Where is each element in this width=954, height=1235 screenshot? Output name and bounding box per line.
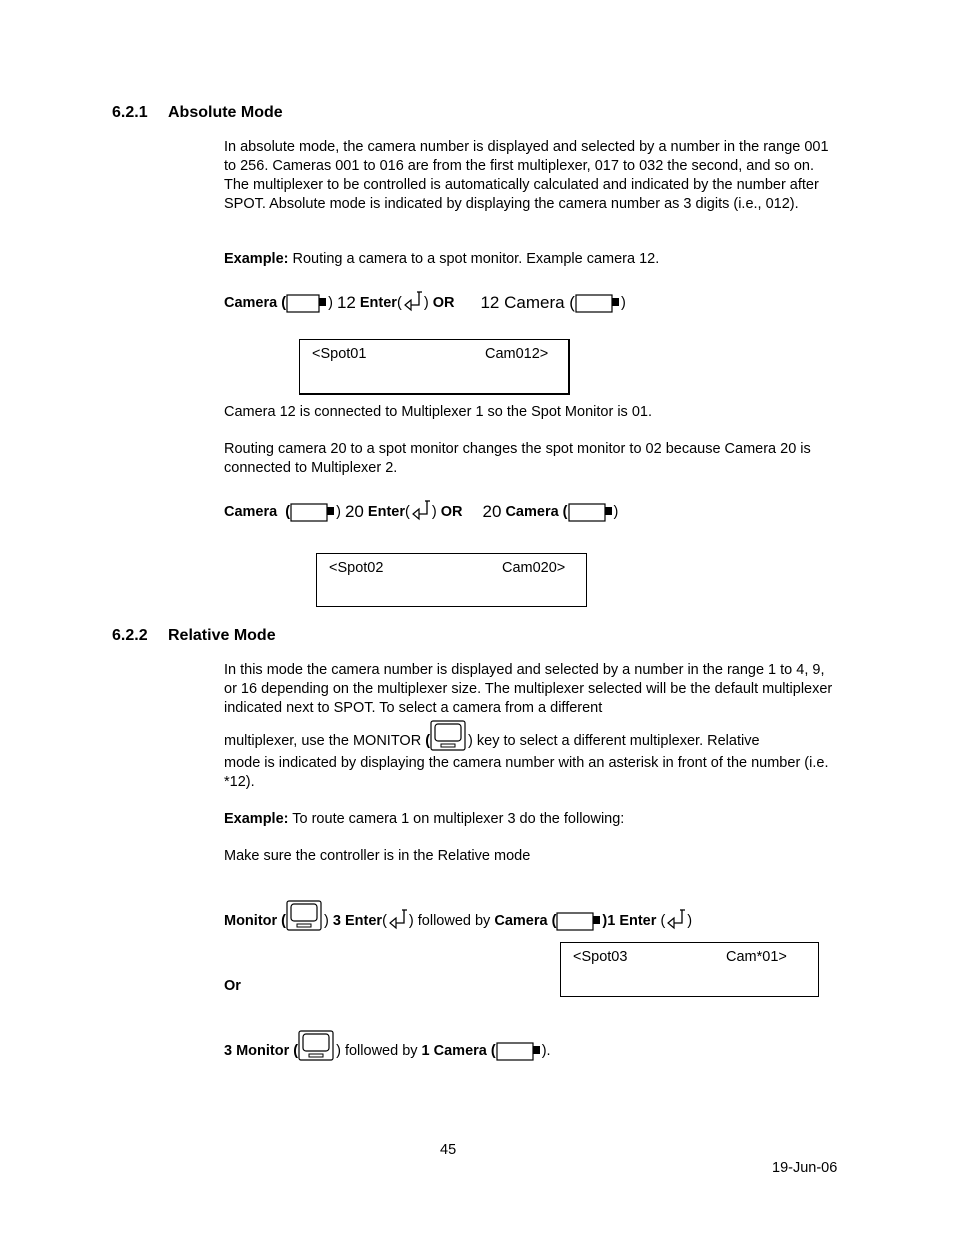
alt-12-camera: 12 Camera (	[480, 293, 575, 312]
alt-number-20: 20	[482, 502, 502, 521]
number-12: 12	[336, 293, 356, 312]
text: ) key to select a different multiplexer. Relative	[468, 733, 760, 749]
one-enter-label: )1 Enter	[602, 913, 657, 929]
key-sequence-4	[224, 1030, 551, 1062]
key-sequence-1	[224, 290, 626, 314]
paren-open: (	[396, 295, 402, 311]
lcd-left-text: <Spot01	[312, 346, 367, 362]
section-title: Relative Mode	[168, 627, 276, 644]
three-enter-label: 3 Enter	[332, 913, 383, 929]
paren-close: ).	[541, 1043, 551, 1059]
camera12-paragraph: Camera 12 is connected to Multiplexer 1 so the Spot Monitor is 01.	[224, 404, 652, 420]
monitor-key-icon	[430, 720, 468, 752]
camera-key-icon	[290, 503, 336, 523]
relative-mode-paragraph-c: mode is indicated by displaying the camera number with an asterisk in front of the number (i.e. *12).	[224, 755, 829, 790]
camera-key-icon	[575, 294, 621, 314]
example-label: Example:	[224, 251, 289, 267]
section-title: Absolute Mode	[168, 104, 283, 121]
enter-key-label: Enter	[367, 504, 405, 520]
camera-key-label: Camera (	[494, 913, 557, 929]
paren-close: )	[324, 913, 329, 929]
section-number: 6.2.1	[112, 104, 148, 121]
paren-close: )	[687, 913, 693, 929]
key-sequence-2	[224, 499, 618, 523]
paren-close: )	[613, 504, 619, 520]
lcd-left-text: <Spot03	[573, 949, 628, 965]
enter-key-icon	[410, 499, 432, 523]
enter-key-icon	[402, 290, 424, 314]
text: multiplexer, use the MONITOR	[224, 733, 426, 749]
lcd-display-1	[299, 339, 570, 395]
or-label: OR	[432, 295, 455, 311]
section-number: 6.2.2	[112, 627, 148, 644]
or-label: Or	[224, 978, 241, 994]
camera-key-icon	[568, 503, 614, 523]
monitor-key-label: Monitor (	[224, 913, 287, 929]
paren-close: )	[328, 295, 333, 311]
paren-open: (	[405, 504, 410, 520]
lcd-left-text: <Spot02	[329, 560, 384, 576]
paren-open: (	[382, 913, 387, 929]
example-text: Routing a camera to a spot monitor. Example camera 12.	[292, 251, 660, 267]
enter-key-icon	[387, 908, 409, 932]
camera20-paragraph: Routing camera 20 to a spot monitor changes the spot monitor to 02 because Camera 20 is connected to Multiplexer 2.	[224, 441, 811, 476]
one-camera-label: 1 Camera (	[421, 1043, 496, 1059]
followed-by-text: ) followed by	[336, 1043, 418, 1059]
or-label: OR	[440, 504, 463, 520]
lcd-right-text: Cam*01>	[726, 949, 787, 965]
enter-key-label: Enter	[359, 295, 397, 311]
three-monitor-label: 3 Monitor (	[224, 1043, 299, 1059]
number-20: 20	[344, 502, 364, 521]
relative-mode-instruction: Make sure the controller is in the Relative mode	[224, 848, 531, 864]
page-number: 45	[440, 1142, 457, 1158]
camera-key-label: Camera (	[505, 504, 568, 520]
paren-close: )	[423, 295, 429, 311]
monitor-key-icon	[298, 1030, 336, 1062]
lcd-display-3	[560, 942, 819, 997]
monitor-key-icon	[286, 900, 324, 932]
camera-key-label: Camera (	[224, 504, 291, 520]
paren-open: (	[660, 913, 666, 929]
example-2	[224, 810, 834, 829]
paren-open: (	[425, 733, 431, 749]
paren-close: )	[431, 504, 437, 520]
lcd-right-text: Cam020>	[502, 560, 566, 576]
followed-by-text: ) followed by	[408, 913, 491, 929]
key-sequence-3	[224, 900, 692, 932]
camera-key-icon	[496, 1042, 542, 1062]
paren-close: )	[620, 295, 626, 311]
paren-close: )	[336, 504, 341, 520]
example-label: Example:	[224, 811, 289, 827]
example-text: To route camera 1 on multiplexer 3 do the following:	[292, 811, 625, 827]
example-1	[224, 250, 834, 269]
lcd-display-2	[316, 553, 587, 607]
footer-date: 19-Jun-06	[772, 1160, 838, 1176]
absolute-mode-paragraph: In absolute mode, the camera number is displayed and selected by a number in the range 001 to 256. Cameras 001 to 016 are from the first multiplexer, 017 to 032 the second, and so on. The multiplexer to be controlled is automatically calculated and indicated by the number after SPOT. Absolute mode is indicated by displaying the camera number as 3 digits (i.e., 012).	[224, 139, 829, 212]
camera-key-icon	[556, 912, 602, 932]
camera-key-icon	[286, 294, 328, 314]
section-heading-621	[112, 104, 283, 122]
relative-mode-paragraph-b	[224, 720, 760, 752]
lcd-right-text: Cam012>	[485, 346, 549, 362]
enter-key-icon	[665, 908, 687, 932]
camera-key-label: Camera (	[224, 295, 287, 311]
section-heading-622	[112, 627, 276, 645]
relative-mode-paragraph-a: In this mode the camera number is displayed and selected by a number in the range 1 to 4, 9, or 16 depending on the multiplexer size. The multiplexer selected will be the default multiplexer indicated next to SPOT. To select a camera from a different	[224, 662, 833, 716]
